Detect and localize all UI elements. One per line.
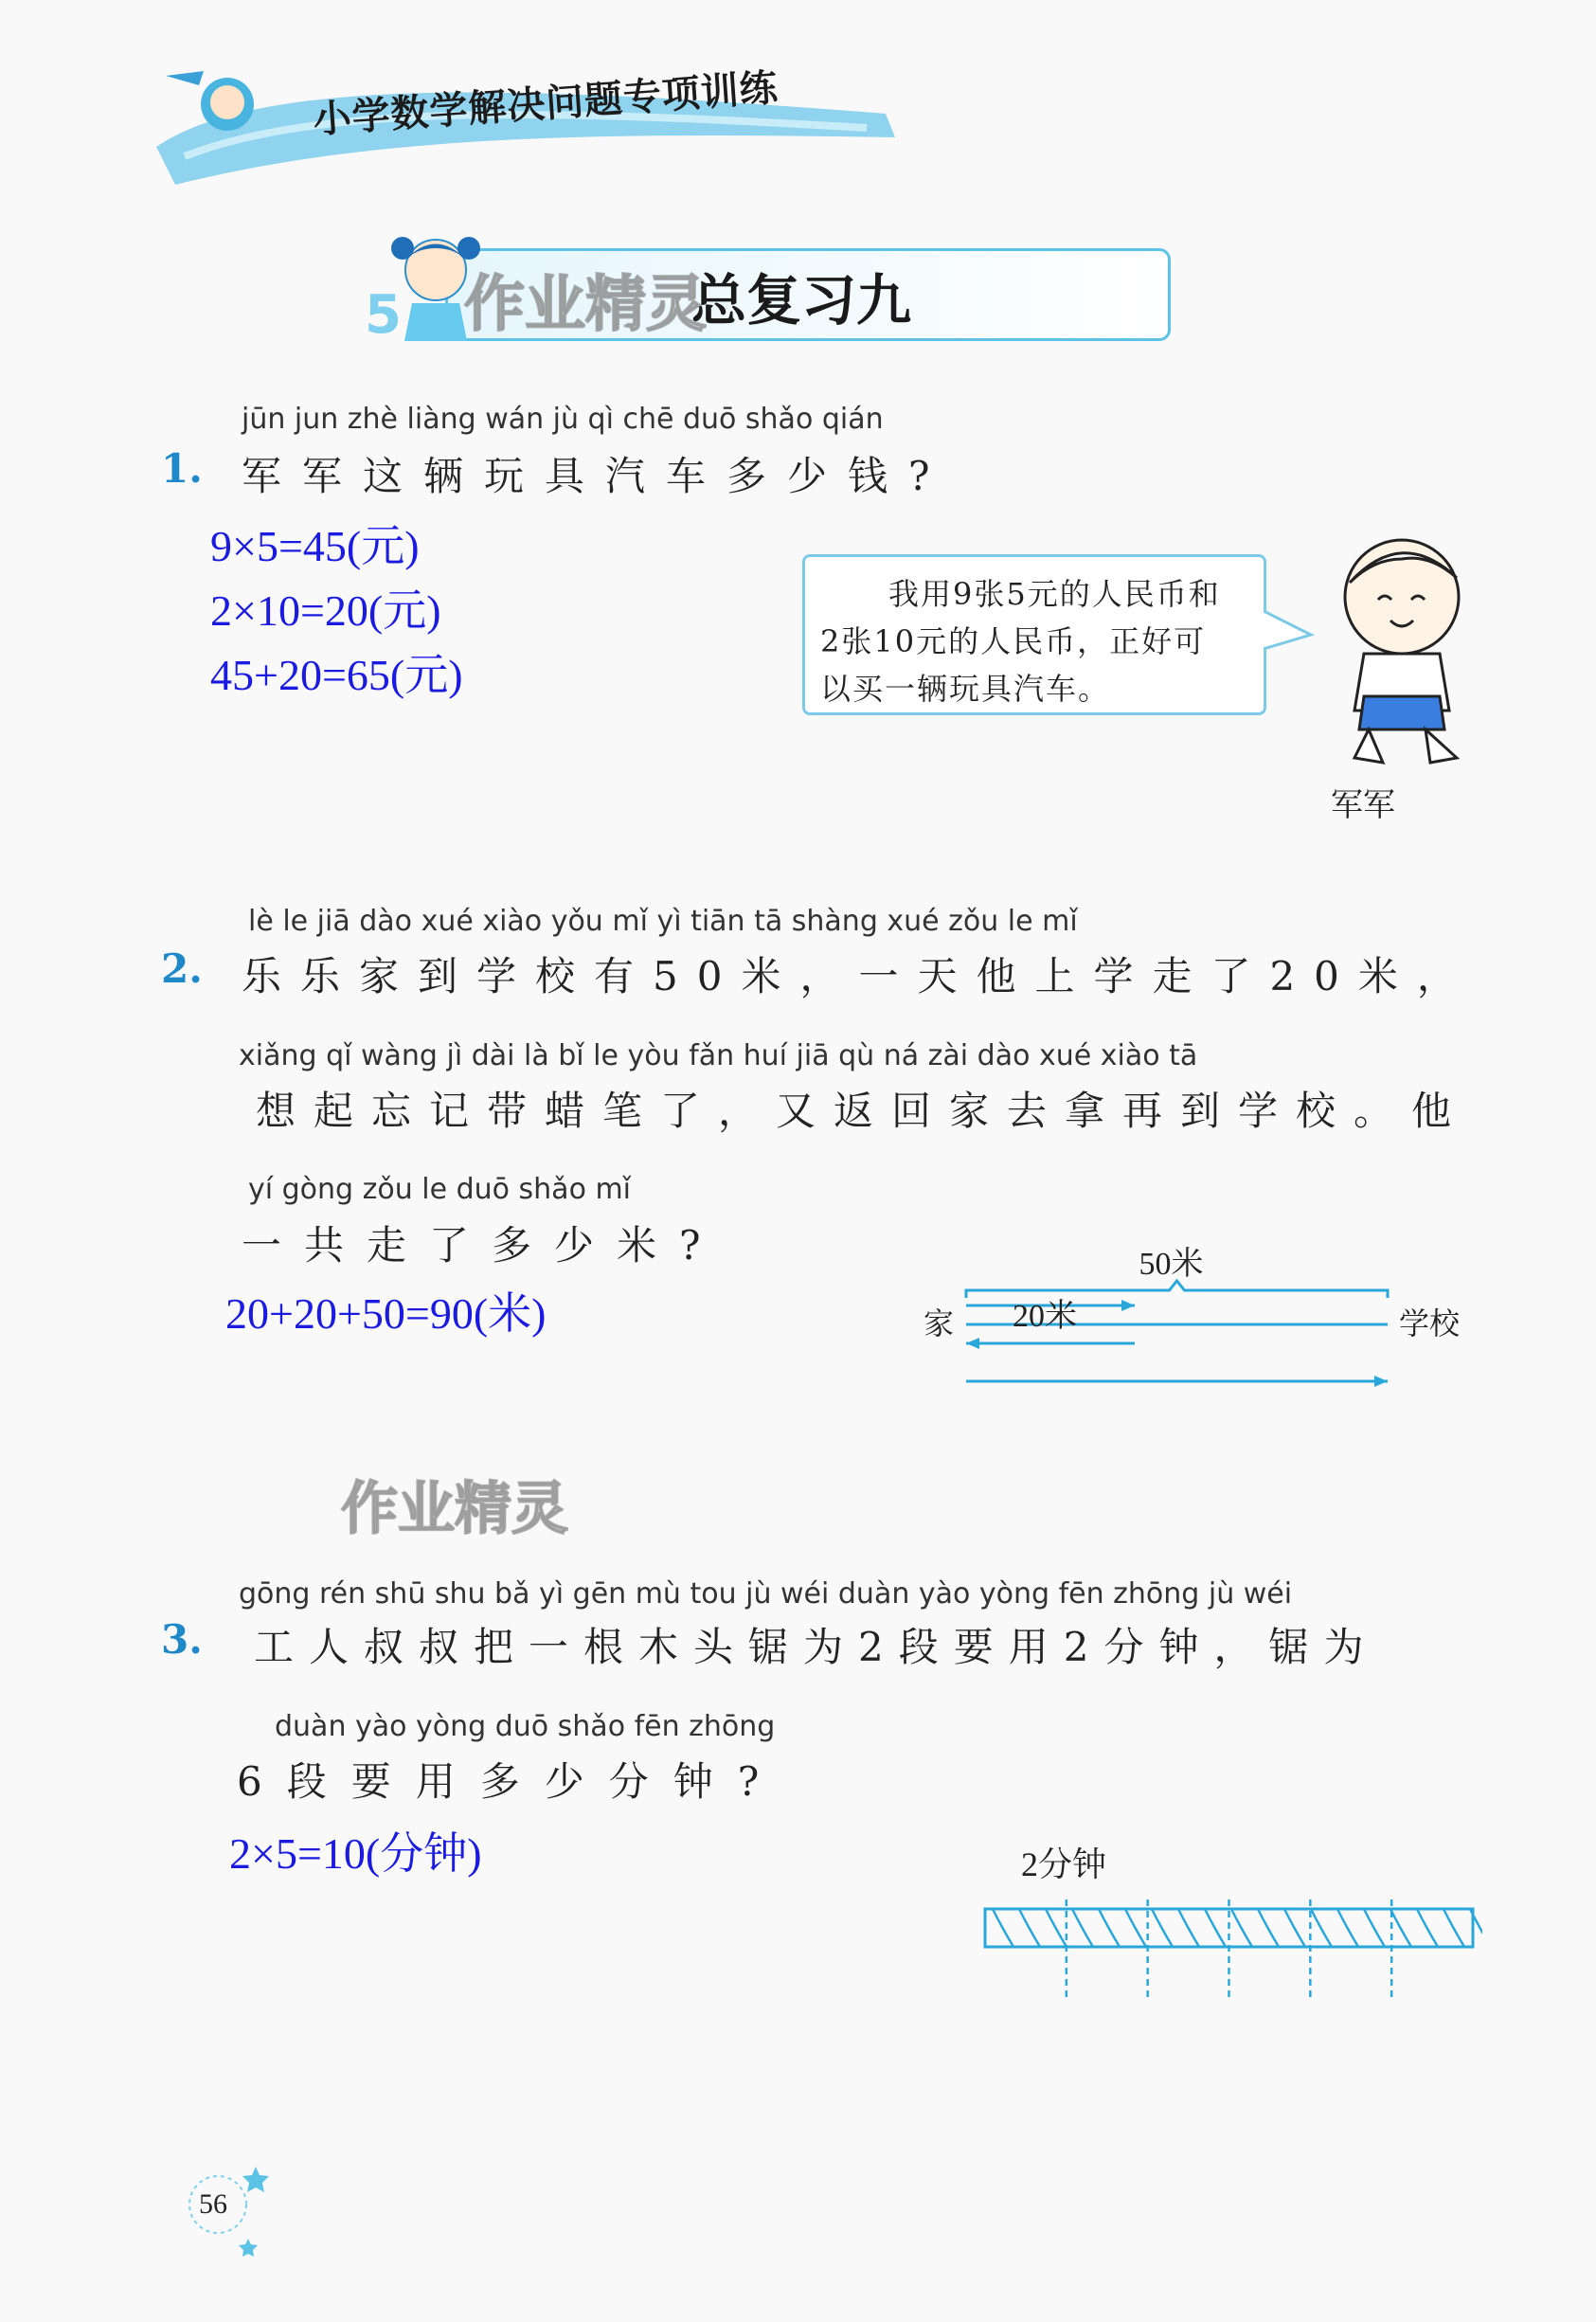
q3-pinyin-line-2: duàn yào yòng duō shǎo fēn zhōng xyxy=(275,1710,776,1743)
school-label: 学校 xyxy=(1399,1305,1461,1341)
q1-number: 1. xyxy=(161,445,203,492)
hatch-stroke xyxy=(1125,1909,1146,1947)
total-brace xyxy=(966,1281,1388,1298)
arrow-go-head xyxy=(1121,1300,1135,1311)
hatch-stroke xyxy=(1046,1909,1067,1947)
hatch-stroke xyxy=(1099,1909,1120,1947)
q1-answer-line-3: 45+20=65(元) xyxy=(210,651,463,699)
cut-lines xyxy=(1067,1899,1391,1999)
q2-distance-diagram xyxy=(914,1203,1501,1402)
page-number-badge xyxy=(161,2155,294,2259)
speech-line-3: 以买一辆玩具汽车。 xyxy=(820,671,1111,707)
star-icon xyxy=(242,2167,269,2192)
hatch-stroke xyxy=(1337,1909,1358,1947)
q2-text-line-1: 乐乐家到学校有50米，一天他上学走了20米， xyxy=(242,953,1476,999)
hatch-stroke xyxy=(1444,1909,1464,1947)
q1-text: 军军这辆玩具汽车多少钱? xyxy=(242,453,951,499)
hatch-stroke xyxy=(1417,1909,1438,1947)
arrow-back-head xyxy=(966,1338,979,1349)
page-number: 56 xyxy=(199,2188,227,2220)
watermark-text: 作业精灵 xyxy=(464,270,707,340)
q2-pinyin-line-1: lè le jiā dào xué xiào yǒu mǐ yì tiān tā shàng xué zǒu le mǐ xyxy=(248,905,1078,938)
watermark-text-2: 作业精灵 xyxy=(341,1476,568,1542)
q3-answer: 2×5=10(分钟) xyxy=(229,1829,482,1878)
hatch-stroke xyxy=(1364,1909,1385,1947)
section-title: 总复习九 xyxy=(691,268,912,333)
q3-text-line-2: 6段要用多少分钟? xyxy=(237,1758,784,1805)
hatch-stroke xyxy=(1390,1909,1411,1947)
q1-answer-line-1: 9×5=45(元) xyxy=(210,522,420,570)
q1-answer-line-2: 2×10=20(元) xyxy=(210,586,441,635)
partial-distance-label: 20米 xyxy=(1013,1299,1077,1334)
hatch-stroke xyxy=(1311,1909,1332,1947)
q2-text-line-2: 想起忘记带蜡笔了，又返回家去拿再到学校。他 xyxy=(256,1088,1470,1134)
q3-number: 3. xyxy=(161,1616,203,1663)
speech-bubble xyxy=(802,554,1266,715)
hatch-stroke xyxy=(1072,1909,1093,1947)
series-title: 小学数学解决问题专项训练 xyxy=(312,65,780,143)
q2-answer: 20+20+50=90(米) xyxy=(225,1289,547,1338)
hatch-stroke xyxy=(1019,1909,1040,1947)
q3-text-line-1: 工人叔叔把一根木头锯为2段要用2分钟，锯为 xyxy=(254,1624,1379,1670)
home-label: 家 xyxy=(924,1305,955,1341)
hatch-stroke xyxy=(1284,1909,1305,1947)
hatch-stroke xyxy=(1152,1909,1173,1947)
log-time-label: 2分钟 xyxy=(1021,1845,1107,1883)
star-icon xyxy=(239,2239,258,2257)
total-distance-label: 50米 xyxy=(1139,1247,1204,1282)
q2-number: 2. xyxy=(161,945,203,992)
q2-pinyin-line-3: yí gòng zǒu le duō shǎo mǐ xyxy=(248,1173,632,1206)
hatch-stroke xyxy=(993,1909,1013,1947)
hatch-stroke xyxy=(1205,1909,1226,1947)
q1-pinyin: jūn jun zhè liàng wán jù qì chē duō shǎo qián xyxy=(242,403,884,436)
q2-text-line-3: 一共走了多少米? xyxy=(242,1222,724,1269)
character-name: 军军 xyxy=(1331,786,1395,824)
q3-log-diagram xyxy=(980,1899,1482,2004)
section-badge-number: 5 xyxy=(365,284,402,346)
arrow-full-head xyxy=(1374,1376,1388,1387)
q3-pinyin-line-1: gōng rén shū shu bǎ yì gēn mù tou jù wéi duàn yào yòng fēn zhōng jù wéi xyxy=(239,1577,1293,1611)
boy-junjun-icon xyxy=(1317,526,1487,772)
speech-line-2: 2张10元的人民币，正好可 xyxy=(820,623,1207,659)
hatch-stroke xyxy=(1178,1909,1199,1947)
hatch-stroke xyxy=(1231,1909,1252,1947)
hatch-stroke xyxy=(1258,1909,1279,1947)
speech-line-1: 我用9张5元的人民币和 xyxy=(888,576,1221,612)
q2-pinyin-line-2: xiǎng qǐ wàng jì dài là bǐ le yòu fǎn huí jiā qù ná zài dào xué xiào tā xyxy=(239,1039,1198,1072)
speech-bubble-tail xyxy=(1264,606,1320,654)
